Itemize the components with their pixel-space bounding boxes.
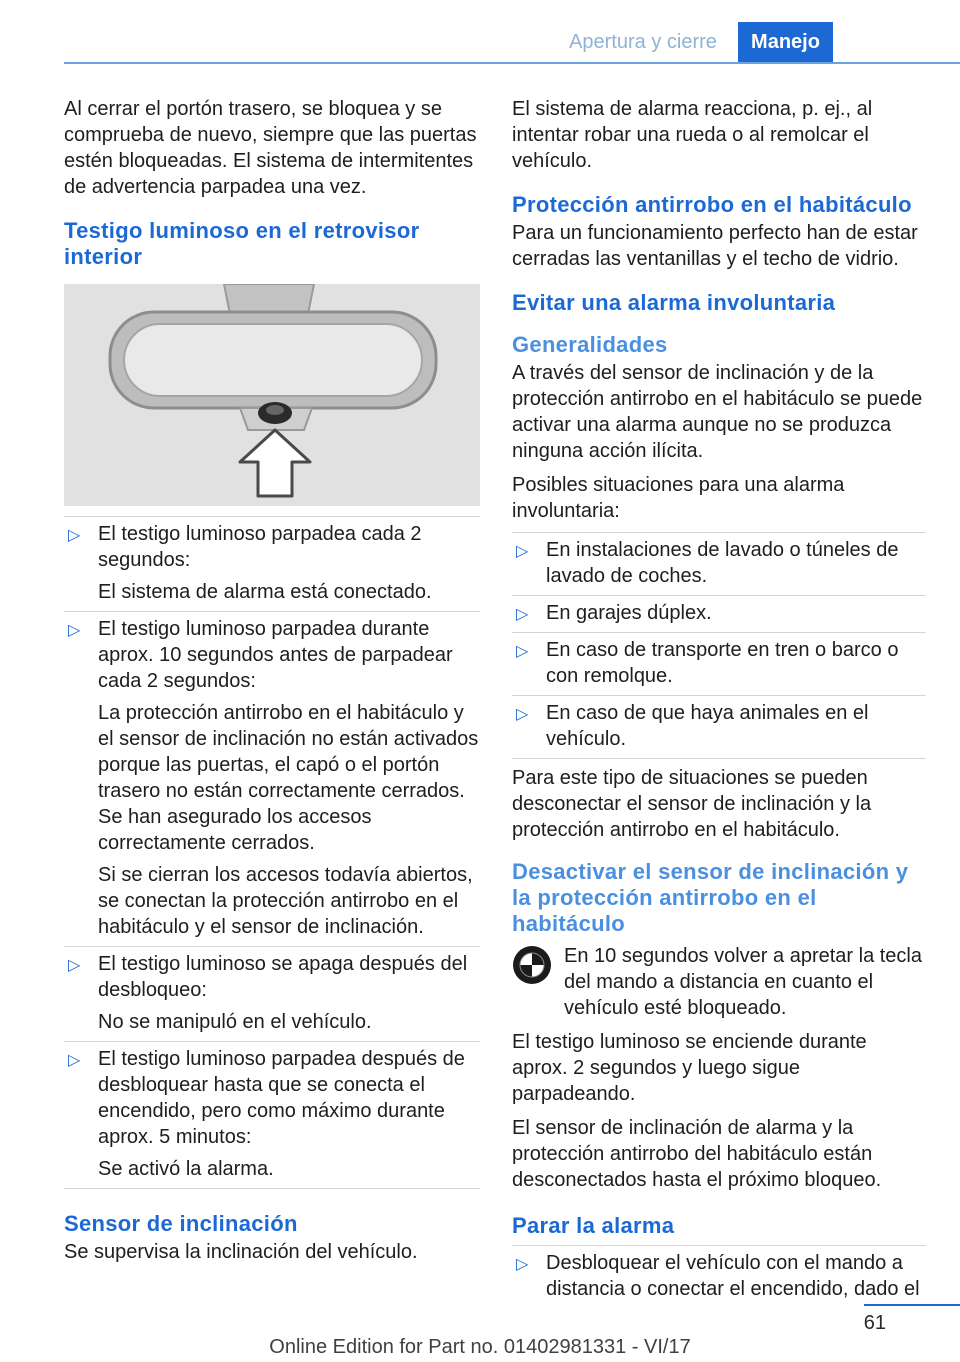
bullet-arrow-icon: ▷ [68,527,81,544]
list-item [512,695,926,759]
list-item [512,632,926,695]
list-item-text: En instalaciones de lavado o túneles de lavado de coches. [546,539,899,587]
situaciones-list [512,532,926,759]
list-item-subtext: No se manipuló en el vehículo. [98,1011,372,1033]
list-item-subtext: Si se cierran los accesos todavía abiertos, se conectan la protección antirrobo en el habitáculo y el sensor de inclinación. [98,864,473,938]
header-rule [64,62,960,64]
heading-testigo: Testigo luminoso en el retrovisor interior [64,218,420,269]
list-item [512,1245,926,1308]
bullet-arrow-icon: ▷ [68,622,81,639]
testigo-list [64,516,480,1189]
list-item [64,516,480,611]
remote-key-instruction [512,943,926,1021]
list-item [512,595,926,632]
situaciones-intro: Posibles situaciones para una alarma involuntaria: [512,474,845,522]
desactivar-icon-paragraph: En 10 segundos volver a apretar la tecla del mando a distancia en cuanto el vehículo esté bloqueado. [564,945,922,1019]
bullet-arrow-icon: ▷ [68,1052,81,1069]
section-tab: Apertura y cierre [569,31,717,53]
list-item-text: El testigo luminoso se apaga después del desbloqueo: [98,953,468,1001]
list-item-text: El testigo luminoso parpadea después de desbloquear hasta que se conecta el encendido, pero como máximo durante aprox. 5 minutos: [98,1048,465,1148]
list-item [512,532,926,595]
list-item-subtext: El sistema de alarma está conectado. [98,581,432,603]
rearview-mirror-illustration [64,284,480,506]
list-item-text: El testigo luminoso parpadea durante aprox. 10 segundos antes de parpadear cada 2 segundos: [98,618,453,692]
parar-list [512,1245,926,1308]
list-item-text: En caso de que haya animales en el vehículo. [546,702,869,750]
heading-evitar: Evitar una alarma involuntaria [512,290,836,315]
list-item [64,611,480,946]
bullet-arrow-icon: ▷ [516,606,529,623]
testigo-paragraph: El testigo luminoso se enciende durante aprox. 2 segundos y luego sigue parpadeando. [512,1031,867,1105]
bullet-arrow-icon: ▷ [516,1256,529,1273]
heading-proteccion: Protección antirrobo en el habitáculo [512,192,912,217]
edition-note: Online Edition for Part no. 01402981331 - VI/17 [269,1336,691,1358]
proteccion-paragraph: Para un funcionamiento perfecto han de estar cerradas las ventanillas y el techo de vidrio. [512,222,918,270]
bullet-arrow-icon: ▷ [516,706,529,723]
bullet-arrow-icon: ▷ [516,543,529,560]
intro-paragraph: Al cerrar el portón trasero, se bloquea y se comprueba de nuevo, siempre que las puertas estén bloqueadas. El sistema de intermitentes de advertencia parpadea una vez. [64,98,477,198]
list-item-subtext: La protección antirrobo en el habitáculo y el sensor de inclinación no están activados porque las puertas, el capó o el portón trasero no están correctamente cerrados. Se han asegurado los accesos correctamente cerrados. [98,702,479,854]
page-number: 61 [863,1312,886,1334]
desconectar-paragraph: Para este tipo de situaciones se pueden desconectar el sensor de inclinación y la protección antirrobo en el habitáculo. [512,767,872,841]
bullet-arrow-icon: ▷ [516,643,529,660]
list-item-text: Desbloquear el vehículo con el mando a distancia o conectar el encendido, dado el [546,1252,920,1300]
bullet-arrow-icon: ▷ [68,957,81,974]
list-item [64,1041,480,1189]
page-header [0,22,960,64]
desconectados-paragraph: El sensor de inclinación de alarma y la protección antirrobo del habitáculo están desconectados hasta el próximo bloqueo. [512,1117,882,1191]
heading-generalidades: Generalidades [512,332,668,357]
footer-rule [864,1304,960,1306]
list-item [64,946,480,1041]
page-footer [0,1304,960,1362]
heading-parar: Parar la alarma [512,1213,675,1238]
heading-desactivar: Desactivar el sensor de inclinación y la protección antirrobo en el habitáculo [512,859,909,936]
generalidades-paragraph: A través del sensor de inclinación y de la protección antirrobo en el habitáculo se puede activar una alarma aunque no se produzca ninguna acción ilícita. [512,362,923,462]
right-column [512,96,926,1308]
list-item-text: En caso de transporte en tren o barco o con remolque. [546,639,899,687]
sensor-paragraph: Se supervisa la inclinación del vehículo. [64,1241,418,1263]
list-item-text: En garajes dúplex. [546,602,712,624]
mirror-drawing [64,284,480,506]
left-column [64,96,480,1273]
alarm-intro-paragraph: El sistema de alarma reacciona, p. ej., al intentar robar una rueda o al remolcar el vehículo. [512,98,873,172]
list-item-text: El testigo luminoso parpadea cada 2 segundos: [98,523,422,571]
chapter-tab: Manejo [738,22,833,62]
list-item-subtext: Se activó la alarma. [98,1158,274,1180]
heading-sensor: Sensor de inclinación [64,1211,298,1236]
bmw-logo-icon [512,945,552,985]
